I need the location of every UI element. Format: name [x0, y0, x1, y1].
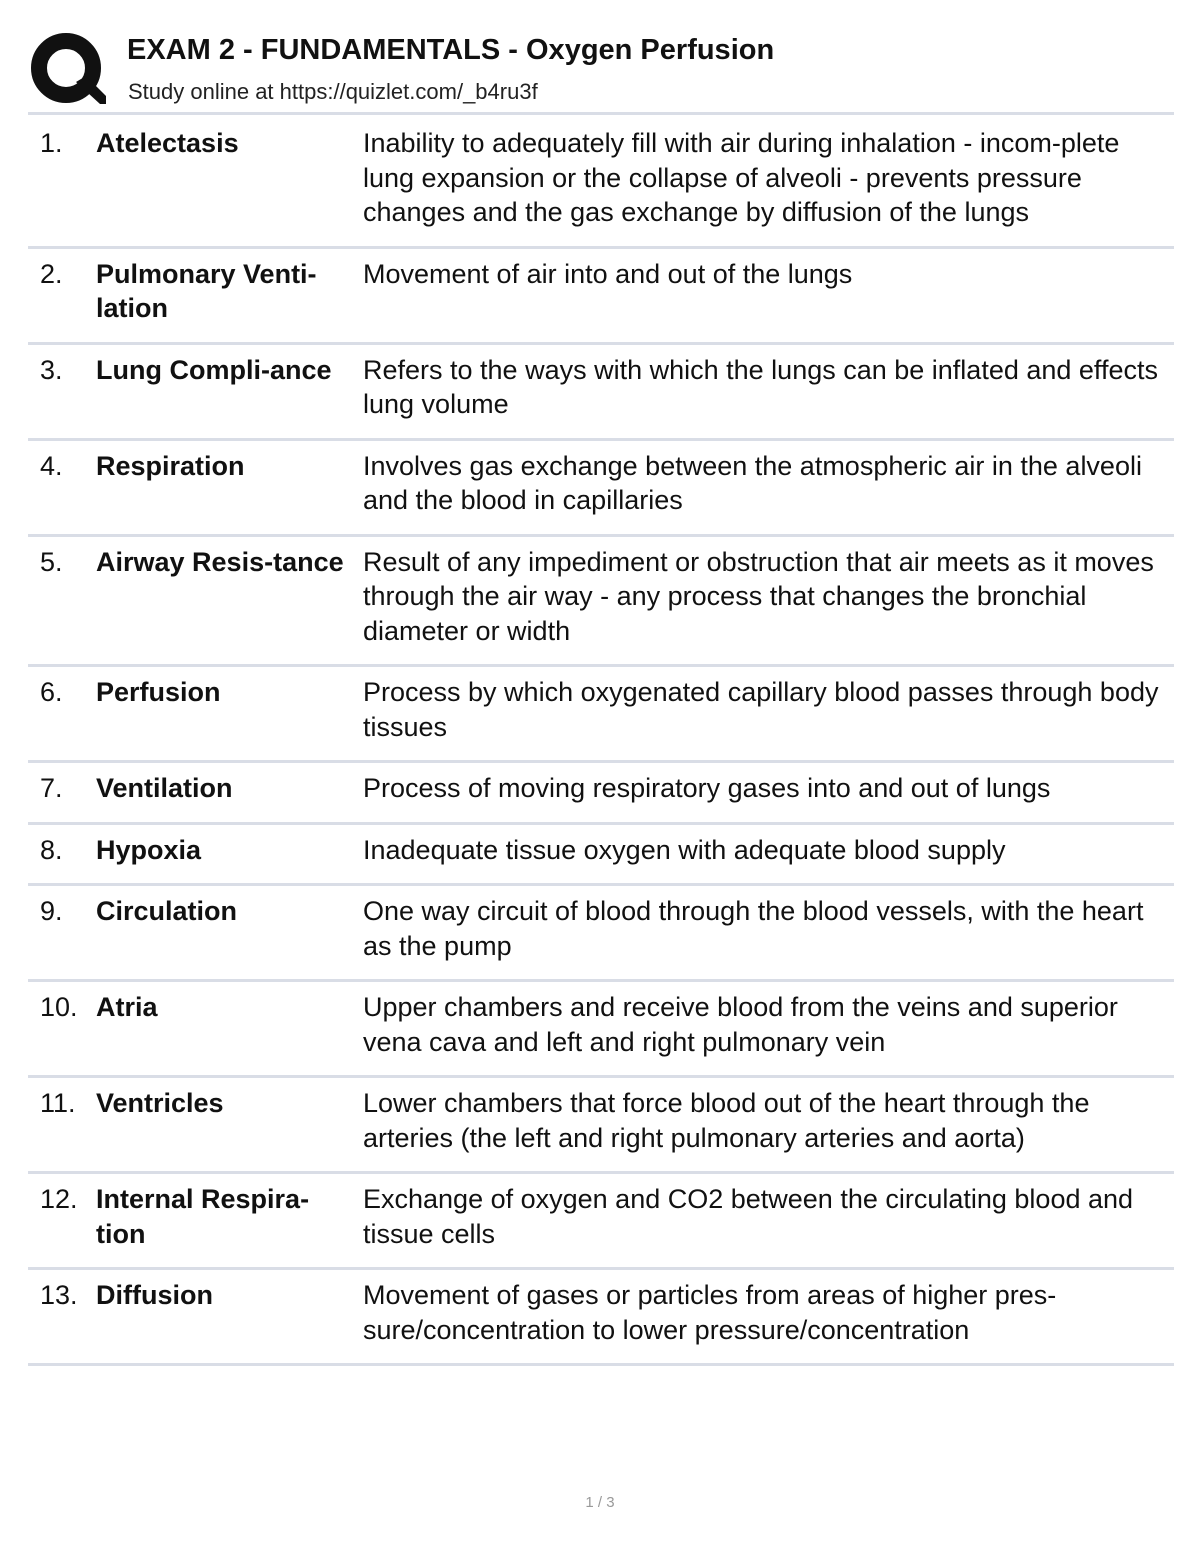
card-definition: Exchange of oxygen and CO2 between the circulating blood and tissue cells [363, 1184, 1134, 1249]
card-term: Diffusion [96, 1280, 213, 1310]
page-header [28, 30, 1174, 110]
page-title: EXAM 2 - FUNDAMENTALS - Oxygen Perfusion [127, 34, 775, 66]
card-definition: Inadequate tissue oxygen with adequate blood supply [363, 834, 1006, 865]
card-term: Ventilation [96, 773, 233, 803]
card-definition: Movement of air into and out of the lungs [363, 258, 853, 289]
card-term: Lung Compli-ance [96, 354, 332, 385]
card-number: 1. [40, 128, 63, 158]
card-number: 3. [40, 354, 63, 385]
card-term: Atelectasis [96, 128, 239, 158]
flashcard-row [28, 825, 1174, 887]
card-number: 13. [40, 1280, 78, 1310]
card-number: 8. [40, 834, 63, 865]
card-number: 12. [40, 1184, 78, 1214]
card-number: 4. [40, 450, 63, 481]
card-number: 7. [40, 773, 63, 803]
flashcard-row [28, 249, 1174, 345]
card-term: Hypoxia [96, 834, 202, 865]
card-term: Atria [96, 992, 158, 1022]
card-term: Ventricles [96, 1088, 224, 1118]
flashcard-row [28, 1174, 1174, 1270]
flashcard-row [28, 667, 1174, 763]
card-term: Circulation [96, 896, 238, 926]
page-number: 1 / 3 [585, 1494, 615, 1511]
card-number: 6. [40, 677, 63, 707]
card-term: Pulmonary Venti-lation [96, 258, 317, 323]
study-link-text: Study online at https://quizlet.com/_b4ru3f [128, 79, 538, 104]
card-definition: Movement of gases or particles from areas of higher pres-sure/concentration to lower pressure/concentration [363, 1280, 1057, 1345]
card-term: Respiration [96, 450, 245, 481]
card-definition: Inability to adequately fill with air during inhalation - incom-plete lung expansion or the collapse of alveoli - prevents pressure changes and the gas exchange by diffusion of the lungs [363, 128, 1120, 227]
flashcard-row [28, 886, 1174, 982]
flashcard-row [28, 118, 1174, 249]
card-number: 2. [40, 258, 63, 289]
flashcard-row [28, 763, 1174, 825]
card-definition: Result of any impediment or obstruction that air meets as it moves through the air way - any process that changes the bronchial diameter or width [363, 546, 1154, 646]
header-divider [28, 112, 1174, 115]
card-term: Perfusion [96, 677, 221, 707]
flashcard-row [28, 982, 1174, 1078]
flashcard-row [28, 1078, 1174, 1174]
card-definition: Process by which oxygenated capillary blood passes through body tissues [363, 677, 1159, 742]
card-definition: Process of moving respiratory gases into and out of lungs [363, 773, 1051, 803]
quizlet-logo-icon [30, 32, 106, 108]
flashcard-row [28, 441, 1174, 537]
card-number: 10. [40, 992, 78, 1022]
card-number: 11. [40, 1088, 76, 1118]
card-number: 9. [40, 896, 63, 926]
card-definition: Refers to the ways with which the lungs can be inflated and effects lung volume [363, 354, 1158, 419]
card-definition: Upper chambers and receive blood from the veins and superior vena cava and left and right pulmonary vein [363, 992, 1118, 1057]
flashcard-row [28, 1270, 1174, 1366]
card-term: Internal Respira-tion [96, 1184, 310, 1249]
flashcard-row [28, 537, 1174, 668]
card-term: Airway Resis-tance [96, 546, 344, 577]
flashcard-row [28, 345, 1174, 441]
card-number: 5. [40, 546, 63, 577]
card-definition: One way circuit of blood through the blood vessels, with the heart as the pump [363, 896, 1144, 961]
card-definition: Lower chambers that force blood out of the heart through the arteries (the left and right pulmonary arteries and aorta) [363, 1088, 1090, 1153]
flashcard-list [28, 118, 1174, 1366]
card-definition: Involves gas exchange between the atmospheric air in the alveoli and the blood in capillaries [363, 450, 1142, 515]
